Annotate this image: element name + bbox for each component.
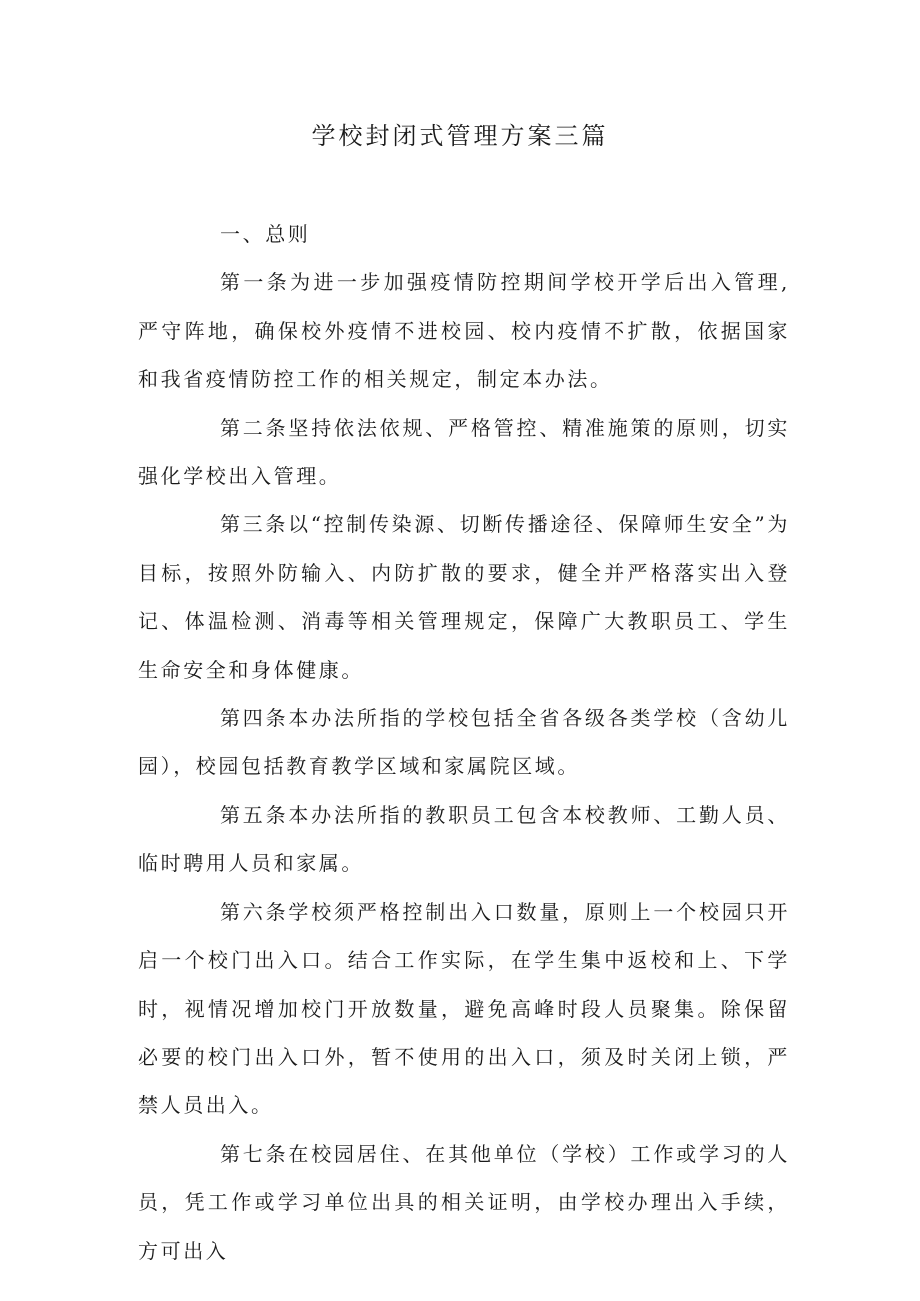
article-1-paragraph: 第一条为进一步加强疫情防控期间学校开学后出入管理,严守阵地，确保校外疫情不进校园、校内疫情不扩散，依据国家和我省疫情防控工作的相关规定，制定本办法。	[138, 270, 790, 392]
article-3-paragraph: 第三条以“控制传染源、切断传播途径、保障师生安全”为目标，按照外防输入、内防扩散的要求，健全并严格落实出入登记、体温检测、消毒等相关管理规定，保障广大教职员工、学生生命安全和身体健康。	[138, 512, 790, 682]
document-body	[138, 210, 790, 1275]
article-2-paragraph: 第二条坚持依法依规、严格管控、精准施策的原则，切实强化学校出入管理。	[138, 415, 790, 489]
article-5-paragraph: 第五条本办法所指的教职员工包含本校教师、工勤人员、临时聘用人员和家属。	[138, 802, 790, 876]
article-6-paragraph: 第六条学校须严格控制出入口数量，原则上一个校园只开启一个校门出入口。结合工作实际，在学生集中返校和上、下学时，视情况增加校门开放数量，避免高峰时段人员聚集。除保留必要的校门出入口外，暂不使用的出入口，须及时关闭上锁，严禁人员出入。	[138, 899, 790, 1118]
document-title: 学校封闭式管理方案三篇	[311, 122, 609, 150]
article-4-paragraph: 第四条本办法所指的学校包括全省各级各类学校（含幼儿园），校园包括教育教学区域和家属院区域。	[138, 706, 790, 779]
article-7-paragraph: 第七条在校园居住、在其他单位（学校）工作或学习的人员，凭工作或学习单位出具的相关证明，由学校办理出入手续，方可出入	[138, 1141, 790, 1263]
section-heading-general: 一、总则	[220, 222, 311, 246]
